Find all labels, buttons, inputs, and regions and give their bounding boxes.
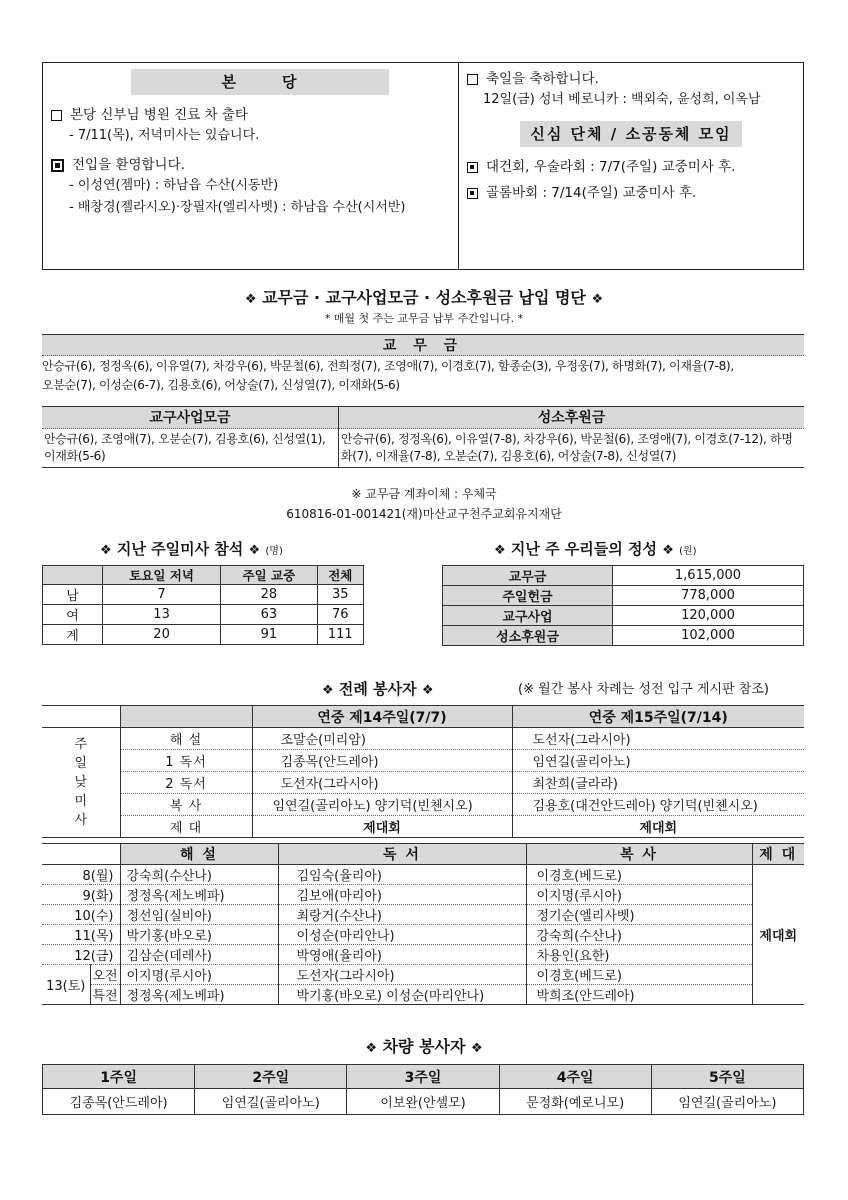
- group-meeting-title: 신심 단체 / 소공동체 모임: [520, 121, 742, 147]
- checkbox-icon: [467, 74, 478, 85]
- attendance-header-row: 토요일 저녁 주일 교중 전체: [43, 566, 364, 585]
- table-row: 교구사업 120,000: [443, 606, 804, 626]
- diamond-icon: ❖: [248, 543, 261, 558]
- gyomu-names-line-1: 안승규(6), 정정옥(6), 이유열(7), 차강우(6), 박문철(6), 전희정(7), 조영애(7), 이경호(7), 함종순(3), 우정웅(7), 하명화(7), 이재율(7-8),: [42, 359, 734, 373]
- donation-note: * 매월 첫 주는 교무금 납부 주간입니다. *: [324, 312, 524, 325]
- parish-title: 본 당: [131, 69, 389, 95]
- table-row: 주 일 낮 미 사 해 설 조말순(미리암) 도선자(그라시아): [42, 728, 804, 750]
- table-row: 8(월) 강숙희(수산나) 김임숙(율리아) 이경호(베드로) 제대회: [42, 865, 804, 885]
- diamond-icon: ❖: [662, 543, 674, 558]
- vocation-names: 안승규(6), 정정옥(6), 이유열(7-8), 차강우(6), 박문철(6), 조영애(7), 이경호(7-12), 하명화(7), 이재율(7-8), 오분순(7), 김용호(6), 어상술(7-8), 신성열(7): [341, 432, 793, 463]
- saturday-label: 13(토): [42, 965, 90, 1005]
- table-row: 12(금) 김삼순(데레사) 박영애(율리아) 차용인(요한): [42, 945, 804, 965]
- table-row: 1 독서 김종목(안드레아) 임연길(골리아노): [42, 750, 804, 772]
- diamond-icon: ❖: [244, 292, 257, 307]
- table-row: 제 대 제대회 제대회: [42, 816, 804, 838]
- bank-transfer-line-1: ※ 교무금 계좌이체 : 우체국: [351, 487, 497, 501]
- diamond-icon: ❖: [365, 1041, 377, 1056]
- table-row: 9(화) 정정옥(제노베파) 김보애(마리아) 이지명(루시아): [42, 885, 804, 905]
- table-row: 특전 정정옥(제노베파) 박기홍(바오로) 이성순(마리안나) 박희조(안드레아): [42, 985, 804, 1005]
- table-row: 주일헌금 778,000: [443, 586, 804, 606]
- weekday-liturgy-table: [42, 843, 804, 1005]
- notice-item-feast: 축일을 축하합니다.: [467, 69, 795, 89]
- square-bullet-icon: [467, 162, 478, 173]
- vehicle-header-row: 1주일 2주일 3주일 4주일 5주일: [43, 1065, 804, 1089]
- notice-item-feast-detail: 12일(금) 성녀 베로니카 : 백외숙, 윤성희, 이옥남: [483, 92, 761, 107]
- table-row: 성소후원금 102,000: [443, 626, 804, 646]
- table-row: 2 독서 도선자(그라시아) 최찬희(글라라): [42, 772, 804, 794]
- notice-box: [42, 62, 804, 270]
- gyomu-title: 교 무 금: [42, 334, 804, 356]
- vocation-column: [338, 407, 804, 467]
- table-row: 교무금 1,615,000: [443, 566, 804, 586]
- sunday-liturgy-table: [42, 705, 804, 838]
- table-row: 10(수) 정선임(실비아) 최랑거(수산나) 정기순(엘리사벳): [42, 905, 804, 925]
- diamond-icon: ❖: [494, 543, 506, 558]
- notice-item-welcome-detail-2: - 배창경(젤라시오)·장필자(엘리사벳) : 하남읍 수산(시서반): [69, 200, 406, 215]
- table-row: 13(토) 오전 이지명(루시아) 도선자(그라시아) 이경호(베드로): [42, 965, 804, 985]
- notice-item-welcome: 전입을 환영합니다.: [51, 155, 450, 175]
- group-meeting-item-2: 골롬바회 : 7/14(주일) 교중미사 후.: [467, 183, 795, 203]
- filled-checkbox-icon: [51, 159, 64, 172]
- square-bullet-icon: [467, 188, 478, 199]
- notice-item-priest: 본당 신부님 병원 진료 차 출타: [51, 105, 450, 125]
- diamond-icon: ❖: [100, 543, 112, 558]
- sunday-mass-label: 주 일 낮 미 사: [42, 728, 120, 838]
- table-row: 11(목) 박기홍(바오로) 이성순(마리안나) 강숙희(수산나): [42, 925, 804, 945]
- attendance-table: [42, 565, 364, 645]
- sunday-liturgy-header: 연중 제14주일(7/7) 연중 제15주일(7/14): [42, 706, 804, 728]
- table-row: 계 20 91 111: [43, 625, 364, 645]
- bank-account-number: 610816-01-001421(재)마산교구천주교회유지재단: [286, 507, 562, 521]
- project-title: 교구사업모금: [42, 407, 338, 429]
- table-row: 복 사 임연길(골리아노) 양기덕(빈첸시오) 김용호(대건안드레아) 양기덕(빈첸시오): [42, 794, 804, 816]
- gyomu-list: [42, 334, 804, 396]
- group-meeting-item-1: 대건회, 우술라회 : 7/7(주일) 교중미사 후.: [467, 157, 795, 177]
- project-names: 안승규(6), 조영애(7), 오분순(7), 김용호(6), 신성열(1), 이재화(5-6): [44, 432, 326, 463]
- table-row: 김종목(안드레아) 임연길(골리아노) 이보완(안셀모) 문정화(예로니모) 임연길(골리아노): [43, 1089, 804, 1115]
- diamond-icon: ❖: [471, 1041, 483, 1056]
- diamond-icon: ❖: [322, 683, 334, 698]
- diamond-icon: ❖: [421, 683, 434, 698]
- parish-notices: [43, 63, 459, 269]
- vehicle-table: [42, 1064, 804, 1115]
- liturgy-heading: ❖ 전례 봉사자 ❖: [322, 680, 434, 698]
- offering-table: [442, 565, 804, 646]
- weekday-liturgy-header: 해 설 독 서 복 사 제 대: [42, 844, 804, 865]
- celebration-notices: [459, 63, 803, 269]
- gyomu-names-line-2: 오분순(7), 이성순(6-7), 김용호(6), 어상술(7), 신성열(7), 이재화(5-6): [42, 378, 400, 392]
- project-vocation-list: [42, 406, 804, 468]
- notice-item-priest-detail: - 7/11(목), 저녁미사는 있습니다.: [69, 128, 260, 143]
- vocation-title: 성소후원금: [339, 407, 804, 429]
- project-column: [42, 407, 338, 467]
- table-row: 남 7 28 35: [43, 585, 364, 605]
- donation-heading: ❖ 교무금 · 교구사업모금 · 성소후원금 납입 명단 ❖: [244, 288, 604, 307]
- table-row: 여 13 63 76: [43, 605, 364, 625]
- offering-heading: ❖ 지난 주 우리들의 정성 ❖ (원): [494, 540, 697, 558]
- weekday-altar-team: 제대회: [752, 865, 804, 1005]
- diamond-icon: ❖: [591, 292, 604, 307]
- notice-item-welcome-detail-1: - 이성연(젬마) : 하남읍 수산(시동반): [69, 178, 279, 193]
- checkbox-icon: [51, 110, 62, 121]
- vehicle-heading: ❖ 차량 봉사자 ❖: [365, 1037, 483, 1056]
- liturgy-note: (※ 월간 봉사 차례는 성전 입구 게시판 참조): [518, 682, 769, 697]
- attendance-heading: ❖ 지난 주일미사 참석 ❖ (명): [100, 540, 283, 558]
